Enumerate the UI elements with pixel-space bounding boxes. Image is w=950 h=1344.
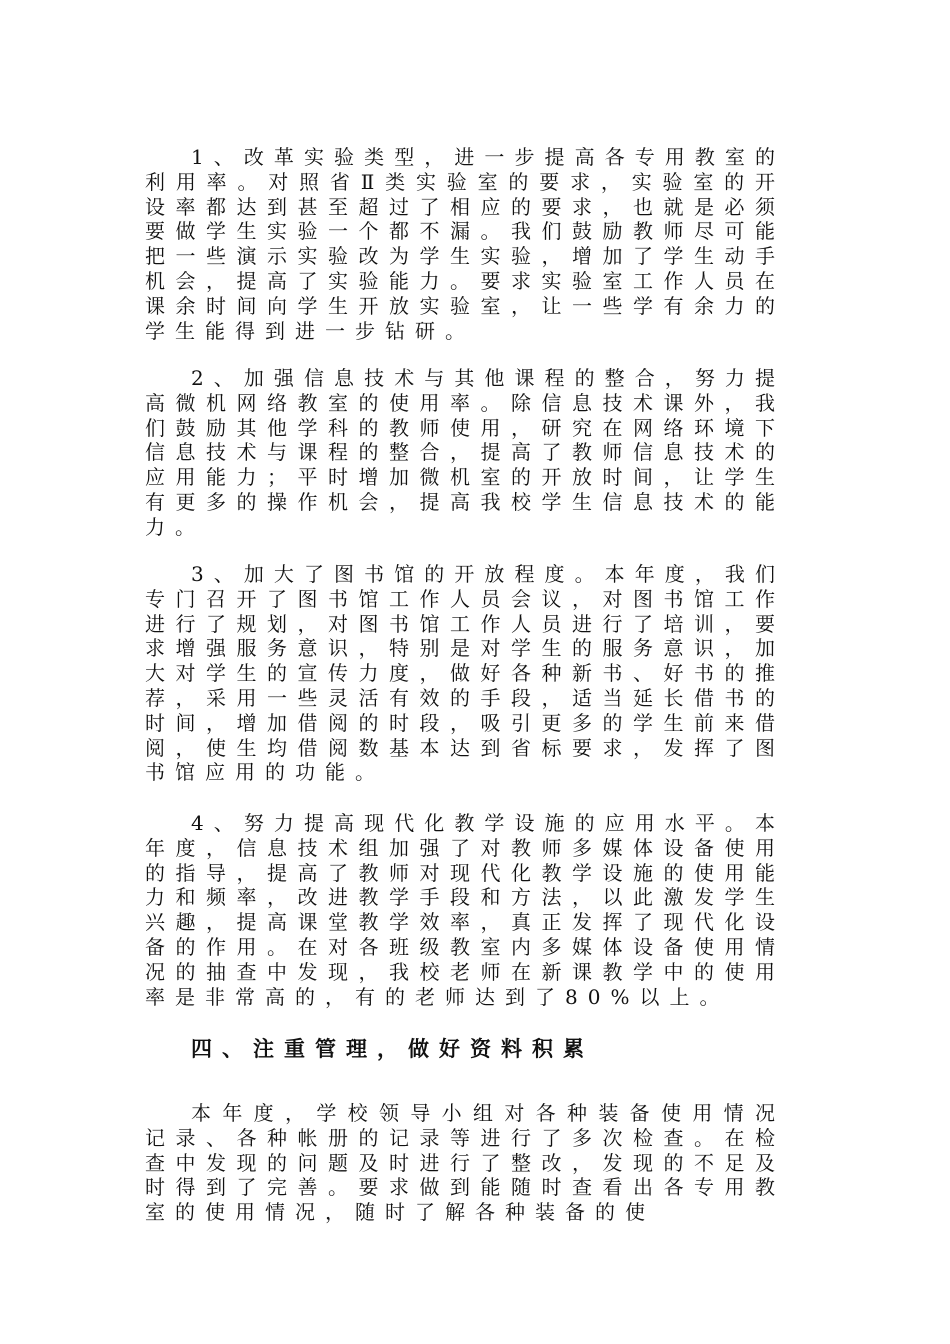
section-paragraph: 本年度，学校领导小组对各种装备使用情况记录、各种帐册的记录等进行了多次检查。在检查中发现的问题及时进行了整改，发现的不足及时得到了完善。要求做到能随时查看出各专用教室的使用情况，随时了解各种装备的使 [145,1101,785,1225]
paragraph-4: 4、努力提高现代化教学设施的应用水平。本年度，信息技术组加强了对教师多媒体设备使用的指导，提高了教师对现代化教学设施的使用能力和频率，改进教学手段和方法，以此激发学生兴趣，提高课堂教学效率，真正发挥了现代化设备的作用。在对各班级教室内多媒体设备使用情况的抽查中发现，我校老师在新课教学中的使用率是非常高的，有的老师达到了80%以上。 [145,811,785,1009]
paragraph-2: 2、加强信息技术与其他课程的整合，努力提高微机网络教室的使用率。除信息技术课外，我们鼓励其他学科的教师使用，研究在网络环境下信息技术与课程的整合，提高了教师信息技术的应用能力；平时增加微机室的开放时间，让学生有更多的操作机会，提高我校学生信息技术的能力。 [145,366,785,539]
section-heading: 四、注重管理，做好资料积累 [191,1037,594,1061]
paragraph-1: 1、改革实验类型，进一步提高各专用教室的利用率。对照省Ⅱ类实验室的要求，实验室的开设率都达到甚至超过了相应的要求，也就是必须要做学生实验一个都不漏。我们鼓励教师尽可能把一些演示实验改为学生实验，增加了学生动手机会，提高了实验能力。要求实验室工作人员在课余时间向学生开放实验室，让一些学有余力的学生能得到进一步钻研。 [145,145,785,343]
paragraph-3: 3、加大了图书馆的开放程度。本年度，我们专门召开了图书馆工作人员会议，对图书馆工作进行了规划，对图书馆工作人员进行了培训，要求增强服务意识，特别是对学生的服务意识，加大对学生的宣传力度，做好各种新书、好书的推荐，采用一些灵活有效的手段，适当延长借书的时间，增加借阅的时段，吸引更多的学生前来借阅，使生均借阅数基本达到省标要求，发挥了图书馆应用的功能。 [145,562,785,785]
